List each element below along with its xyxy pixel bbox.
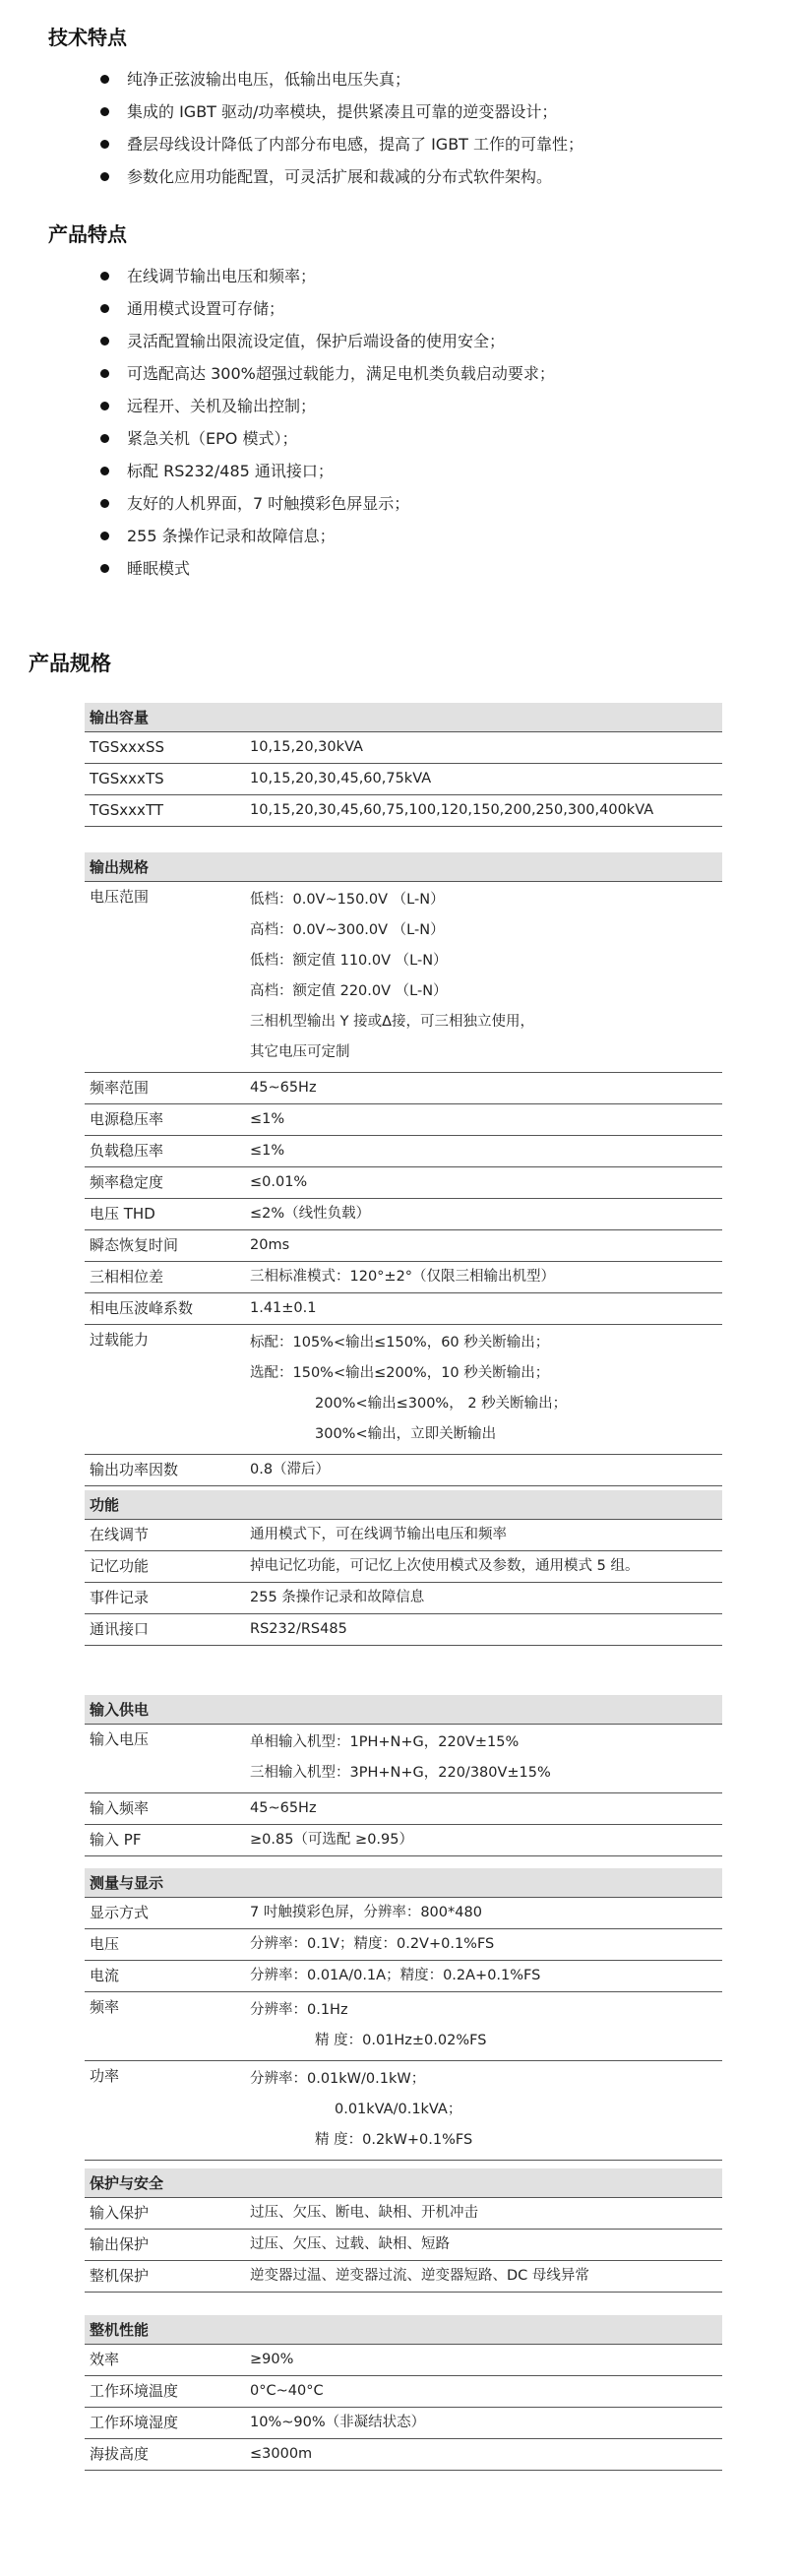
spec-value-line: 过压、欠压、断电、缺相、开机冲击 (250, 2205, 478, 2221)
table-row (85, 1455, 722, 1486)
bullet-dot-icon (100, 107, 109, 116)
list-item (96, 260, 555, 292)
spec-label: 功率 (90, 2067, 120, 2085)
table-row (85, 1262, 722, 1293)
spec-value (250, 2411, 722, 2434)
spec-value (250, 1796, 722, 1820)
spec-value (250, 1170, 722, 1194)
spec-value (250, 1828, 722, 1852)
spec-label: 电压 THD (90, 1205, 155, 1223)
spec-label: 三相相位差 (90, 1268, 164, 1286)
spec-value (250, 2442, 722, 2466)
spec-value (250, 1328, 722, 1450)
spec-value-line: ≤0.01% (250, 1174, 308, 1190)
spec-value-line: ≥0.85（可选配 ≥0.95） (250, 1832, 413, 1848)
spec-label: 电源稳压率 (90, 1110, 164, 1128)
bullet-dot-icon (100, 532, 109, 540)
table-row (85, 1199, 722, 1230)
spec-value (250, 1554, 722, 1578)
table-row (85, 795, 722, 827)
table-row (85, 1898, 722, 1929)
table-row (85, 1230, 722, 1262)
bullet-dot-icon (100, 304, 109, 313)
list-item-text: 标配 RS232/485 通讯接口； (127, 462, 334, 480)
spec-label: 输入频率 (90, 1799, 150, 1817)
spec-label: 输出功率因数 (90, 1461, 179, 1478)
list-item-text: 睡眠模式 (127, 559, 191, 578)
table-group-header: 整机性能 (85, 2315, 722, 2345)
table-row (85, 1293, 722, 1325)
spec-value-line: 10,15,20,30,45,60,75,100,120,150,200,250,300,400kVA (250, 802, 654, 818)
table-row (85, 1551, 722, 1583)
spec-label: 电压范围 (90, 888, 150, 906)
spec-label: 电流 (90, 1967, 120, 1984)
spec-value-line: 200%<输出≤300%， 2 秒关断输出； (315, 1396, 568, 1412)
table-group-header: 功能 (85, 1490, 722, 1520)
spec-value-line: ≤1% (250, 1111, 285, 1127)
spec-value-line: ≤3000m (250, 2446, 313, 2462)
table-row (85, 1614, 722, 1646)
spec-value-line: 三相输入机型：3PH+N+G，220/380V±15% (250, 1765, 551, 1781)
spec-label: 记忆功能 (90, 1557, 150, 1575)
spec-value-line: 10,15,20,30,45,60,75kVA (250, 771, 432, 786)
bullet-dot-icon (100, 467, 109, 475)
spec-value-line: ≥90% (250, 2352, 294, 2367)
spec-value (250, 1233, 722, 1257)
list-item (96, 422, 555, 455)
table-row (85, 1325, 722, 1455)
list-item-text: 紧急关机（EPO 模式）； (127, 429, 298, 448)
list-item-text: 纯净正弦波输出电压，低输出电压失真； (127, 70, 411, 89)
list-item-text: 友好的人机界面，7 吋触摸彩色屏显示； (127, 494, 410, 513)
spec-label: 输入保护 (90, 2204, 150, 2222)
spec-value-line: 高档：0.0V~300.0V （L-N） (250, 922, 445, 938)
spec-label: 频率 (90, 1998, 120, 2016)
table-row (85, 2439, 722, 2471)
spec-value-line: 选配：150%<输出≤200%，10 秒关断输出； (250, 1365, 550, 1381)
list-item-text: 在线调节输出电压和频率； (127, 267, 317, 285)
product-features-heading: 产品特点 (48, 222, 127, 246)
table-row (85, 2376, 722, 2408)
table-group-header: 输入供电 (85, 1695, 722, 1725)
spec-value-line: 分辨率：0.1V；精度：0.2V+0.1%FS (250, 1936, 495, 1952)
spec-label: 整机保护 (90, 2267, 150, 2285)
spec-label: 显示方式 (90, 1904, 150, 1921)
bullet-dot-icon (100, 369, 109, 378)
spec-value (250, 1107, 722, 1131)
tech-features-heading: 技术特点 (48, 26, 127, 49)
table-output-capacity (85, 703, 722, 827)
list-item-text: 参数化应用功能配置，可灵活扩展和裁减的分布式软件架构。 (127, 167, 553, 186)
spec-value (250, 1265, 722, 1288)
table-group-header: 输出容量 (85, 703, 722, 732)
spec-value (250, 1901, 722, 1924)
spec-value-line: 300%<输出，立即关断输出 (315, 1426, 497, 1442)
spec-label: 输入 PF (90, 1831, 142, 1849)
spec-value-line: 分辨率：0.1Hz (250, 2002, 348, 2018)
spec-label: TGSxxxTT (90, 801, 163, 819)
list-item-text: 255 条操作记录和故障信息； (127, 527, 336, 545)
table-input-supply (85, 1695, 722, 1856)
list-item (96, 325, 555, 357)
spec-label: 负载稳压率 (90, 1142, 164, 1160)
list-item-text: 通用模式设置可存储； (127, 299, 285, 318)
list-item (96, 390, 555, 422)
bullet-dot-icon (100, 434, 109, 443)
spec-value-line: 0.8（滞后） (250, 1462, 331, 1477)
spec-value (250, 1202, 722, 1225)
spec-value (250, 2379, 722, 2403)
table-row (85, 1104, 722, 1136)
list-item (96, 292, 555, 325)
spec-value-line: 通用模式下，可在线调节输出电压和频率 (250, 1527, 507, 1542)
spec-value-line: 掉电记忆功能，可记忆上次使用模式及参数，通用模式 5 组。 (250, 1558, 640, 1574)
spec-value (250, 1076, 722, 1100)
bullet-dot-icon (100, 140, 109, 149)
spec-value-line: 其它电压可定制 (250, 1044, 350, 1060)
spec-value (250, 2232, 722, 2256)
spec-value-line: 低档：0.0V~150.0V （L-N） (250, 892, 445, 908)
spec-value-line: 10,15,20,30kVA (250, 739, 363, 755)
spec-value-line: 过压、欠压、过载、缺相、短路 (250, 2236, 450, 2252)
table-row (85, 1136, 722, 1167)
table-row (85, 1520, 722, 1551)
spec-value (250, 1932, 722, 1956)
list-item-text: 灵活配置输出限流设定值，保护后端设备的使用安全； (127, 332, 506, 350)
list-item (96, 455, 555, 487)
list-item (96, 160, 583, 193)
table-row (85, 1793, 722, 1825)
bullet-dot-icon (100, 564, 109, 573)
spec-value (250, 2348, 722, 2371)
list-item (96, 63, 583, 95)
spec-value-line: 精 度：0.2kW+0.1%FS (315, 2132, 473, 2148)
spec-value (250, 767, 722, 790)
spec-value-line: 三相机型输出 Y 接或Δ接，可三相独立使用， (250, 1014, 534, 1030)
spec-value-line: 低档：额定值 110.0V （L-N） (250, 953, 448, 969)
spec-value-line: ≤1% (250, 1143, 285, 1159)
table-function (85, 1490, 722, 1646)
table-row (85, 2345, 722, 2376)
spec-label: 工作环境湿度 (90, 2414, 179, 2431)
list-item (96, 95, 583, 128)
list-item (96, 128, 583, 160)
spec-value-line: 10%~90%（非凝结状态） (250, 2415, 426, 2430)
spec-value-line: 高档：额定值 220.0V （L-N） (250, 983, 448, 999)
bullet-dot-icon (100, 272, 109, 281)
spec-value (250, 735, 722, 759)
spec-label: 输出保护 (90, 2235, 150, 2253)
spec-label: 效率 (90, 2351, 120, 2368)
spec-label: 工作环境温度 (90, 2382, 179, 2400)
list-item-text: 集成的 IGBT 驱动/功率模块，提供紧凑且可靠的逆变器设计； (127, 102, 558, 121)
list-item (96, 552, 555, 585)
spec-label: 在线调节 (90, 1526, 150, 1543)
table-performance (85, 2315, 722, 2471)
table-row (85, 764, 722, 795)
spec-value-line: 分辨率：0.01kW/0.1kW； (250, 2071, 426, 2087)
spec-heading: 产品规格 (29, 652, 111, 675)
spec-label: 过载能力 (90, 1331, 150, 1349)
table-row (85, 1929, 722, 1961)
spec-label: TGSxxxTS (90, 770, 164, 787)
spec-value-line: 三相标准模式：120°±2°（仅限三相输出机型） (250, 1269, 556, 1285)
table-row (85, 2261, 722, 2293)
table-row (85, 2230, 722, 2261)
spec-label: 输入电压 (90, 1730, 150, 1748)
spec-label: 相电压波峰系数 (90, 1299, 194, 1317)
table-row (85, 1961, 722, 1992)
bullet-dot-icon (100, 337, 109, 346)
spec-value-line: 20ms (250, 1237, 290, 1253)
spec-label: 电压 (90, 1935, 120, 1953)
bullet-dot-icon (100, 172, 109, 181)
spec-label: 海拔高度 (90, 2445, 150, 2463)
table-row (85, 1825, 722, 1856)
list-item-text: 可选配高达 300%超强过载能力，满足电机类负载启动要求； (127, 364, 555, 383)
table-row (85, 2198, 722, 2230)
spec-value (250, 1458, 722, 1481)
spec-value-line: 45~65Hz (250, 1080, 317, 1096)
table-row (85, 2408, 722, 2439)
table-group-header: 输出规格 (85, 852, 722, 882)
tech-features-list (96, 63, 583, 193)
table-output-spec (85, 852, 722, 1486)
spec-value-line: 0°C~40°C (250, 2383, 324, 2399)
spec-label: 频率范围 (90, 1079, 150, 1097)
spec-value (250, 1964, 722, 1987)
table-row (85, 1073, 722, 1104)
spec-label: 通讯接口 (90, 1620, 150, 1638)
table-row (85, 1583, 722, 1614)
table-row (85, 732, 722, 764)
spec-value (250, 1995, 722, 2056)
spec-value-line: 1.41±0.1 (250, 1300, 317, 1316)
table-measure-display (85, 1868, 722, 2161)
spec-label: 事件记录 (90, 1589, 150, 1606)
table-row (85, 1725, 722, 1793)
spec-value-line: ≤2%（线性负载） (250, 1206, 371, 1222)
spec-value (250, 2064, 722, 2156)
table-row (85, 882, 722, 1073)
spec-label: 频率稳定度 (90, 1173, 164, 1191)
spec-value-line: 分辨率：0.01A/0.1A；精度：0.2A+0.1%FS (250, 1968, 541, 1983)
bullet-dot-icon (100, 75, 109, 84)
spec-value-line: 标配：105%<输出≤150%，60 秒关断输出； (250, 1335, 550, 1351)
spec-value-line: 255 条操作记录和故障信息 (250, 1590, 425, 1605)
spec-value (250, 798, 722, 822)
bullet-dot-icon (100, 499, 109, 508)
spec-value-line: 0.01kVA/0.1kVA； (335, 2102, 462, 2117)
list-item-text: 远程开、关机及输出控制； (127, 397, 317, 415)
spec-value-line: 7 吋触摸彩色屏，分辨率：800*480 (250, 1905, 482, 1920)
spec-value (250, 1523, 722, 1546)
table-row (85, 1992, 722, 2061)
spec-value-line: RS232/RS485 (250, 1621, 347, 1637)
spec-value (250, 1296, 722, 1320)
spec-value-line: 精 度：0.01Hz±0.02%FS (315, 2033, 487, 2048)
list-item (96, 357, 555, 390)
list-item (96, 487, 555, 520)
spec-value (250, 885, 722, 1068)
spec-value (250, 1728, 722, 1789)
table-group-header: 保护与安全 (85, 2168, 722, 2198)
spec-value (250, 1586, 722, 1609)
bullet-dot-icon (100, 402, 109, 410)
spec-value-line: 单相输入机型：1PH+N+G，220V±15% (250, 1734, 520, 1750)
product-features-list (96, 260, 555, 585)
spec-label: 瞬态恢复时间 (90, 1236, 179, 1254)
spec-value-line: 45~65Hz (250, 1800, 317, 1816)
spec-value-line: 逆变器过温、逆变器过流、逆变器短路、DC 母线异常 (250, 2268, 589, 2284)
list-item-text: 叠层母线设计降低了内部分布电感，提高了 IGBT 工作的可靠性； (127, 135, 584, 154)
spec-value (250, 1617, 722, 1641)
spec-value (250, 2201, 722, 2225)
spec-value (250, 1139, 722, 1162)
table-row (85, 2061, 722, 2161)
table-row (85, 1167, 722, 1199)
spec-value (250, 2264, 722, 2288)
table-group-header: 测量与显示 (85, 1868, 722, 1898)
spec-label: TGSxxxSS (90, 738, 164, 756)
list-item (96, 520, 555, 552)
table-protection (85, 2168, 722, 2293)
